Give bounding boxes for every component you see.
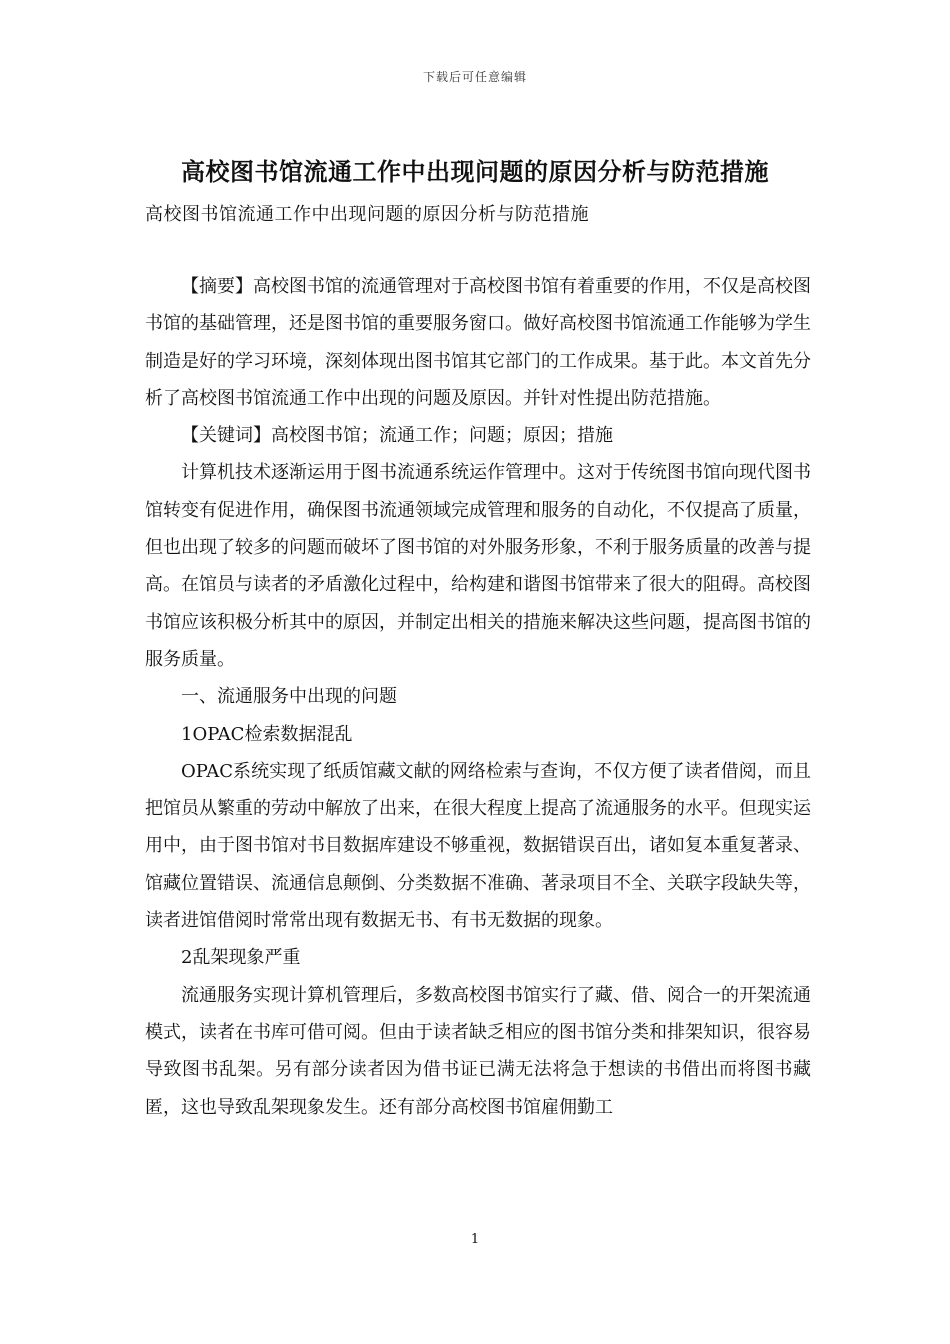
- opac-paragraph: OPAC系统实现了纸质馆藏文献的网络检索与查询，不仅方便了读者借阅，而且把馆员从繁重的劳动中解放了出来，在很大程度上提高了流通服务的水平。但现实运用中，由于图书馆对书目数据库建设不够重视，数据错误百出，诸如复本重复著录、馆藏位置错误、流通信息颠倒、分类数据不准确、著录项目不全、关联字段缺失等，读者进馆借阅时常常出现有数据无书、有书无数据的现象。: [145, 760, 811, 932]
- document-subtitle: 高校图书馆流通工作中出现问题的原因分析与防范措施: [145, 204, 589, 225]
- header-note: 下载后可任意编辑: [422, 70, 527, 84]
- document-title: 高校图书馆流通工作中出现问题的原因分析与防范措施: [181, 157, 769, 186]
- page-number: 1: [470, 1232, 480, 1247]
- subsection-heading-2: 2乱架现象严重: [181, 947, 301, 969]
- section-heading-1: 一、流通服务中出现的问题: [181, 686, 397, 708]
- intro-paragraph: 计算机技术逐渐运用于图书流通系统运作管理中。这对于传统图书馆向现代图书馆转变有促进作用，确保图书流通领域完成管理和服务的自动化，不仅提高了质量，但也出现了较多的问题而破坏了图书馆的对外服务形象，不利于服务质量的改善与提高。在馆员与读者的矛盾激化过程中，给构建和谐图书馆带来了很大的阻碍。高校图书馆应该积极分析其中的原因，并制定出相关的措施来解决这些问题，提高图书馆的服务质量。: [145, 462, 811, 670]
- subsection-heading-1: 1OPAC检索数据混乱: [181, 723, 353, 745]
- misshelving-paragraph: 流通服务实现计算机管理后，多数高校图书馆实行了藏、借、阅合一的开架流通模式，读者在书库可借可阅。但由于读者缺乏相应的图书馆分类和排架知识，很容易导致图书乱架。另有部分读者因为借书证已满无法将急于想读的书借出而将图书藏匿，这也导致乱架现象发生。还有部分高校图书馆雇佣勤工: [145, 984, 811, 1118]
- abstract-paragraph: 【摘要】高校图书馆的流通管理对于高校图书馆有着重要的作用，不仅是高校图书馆的基础管理，还是图书馆的重要服务窗口。做好高校图书馆流通工作能够为学生制造是好的学习环境，深刻体现出图书馆其它部门的工作成果。基于此。本文首先分析了高校图书馆流通工作中出现的问题及原因。并针对性提出防范措施。: [145, 276, 811, 409]
- document-body: [145, 268, 811, 1126]
- keywords-paragraph: 【关键词】高校图书馆；流通工作；问题；原因；措施: [181, 425, 613, 447]
